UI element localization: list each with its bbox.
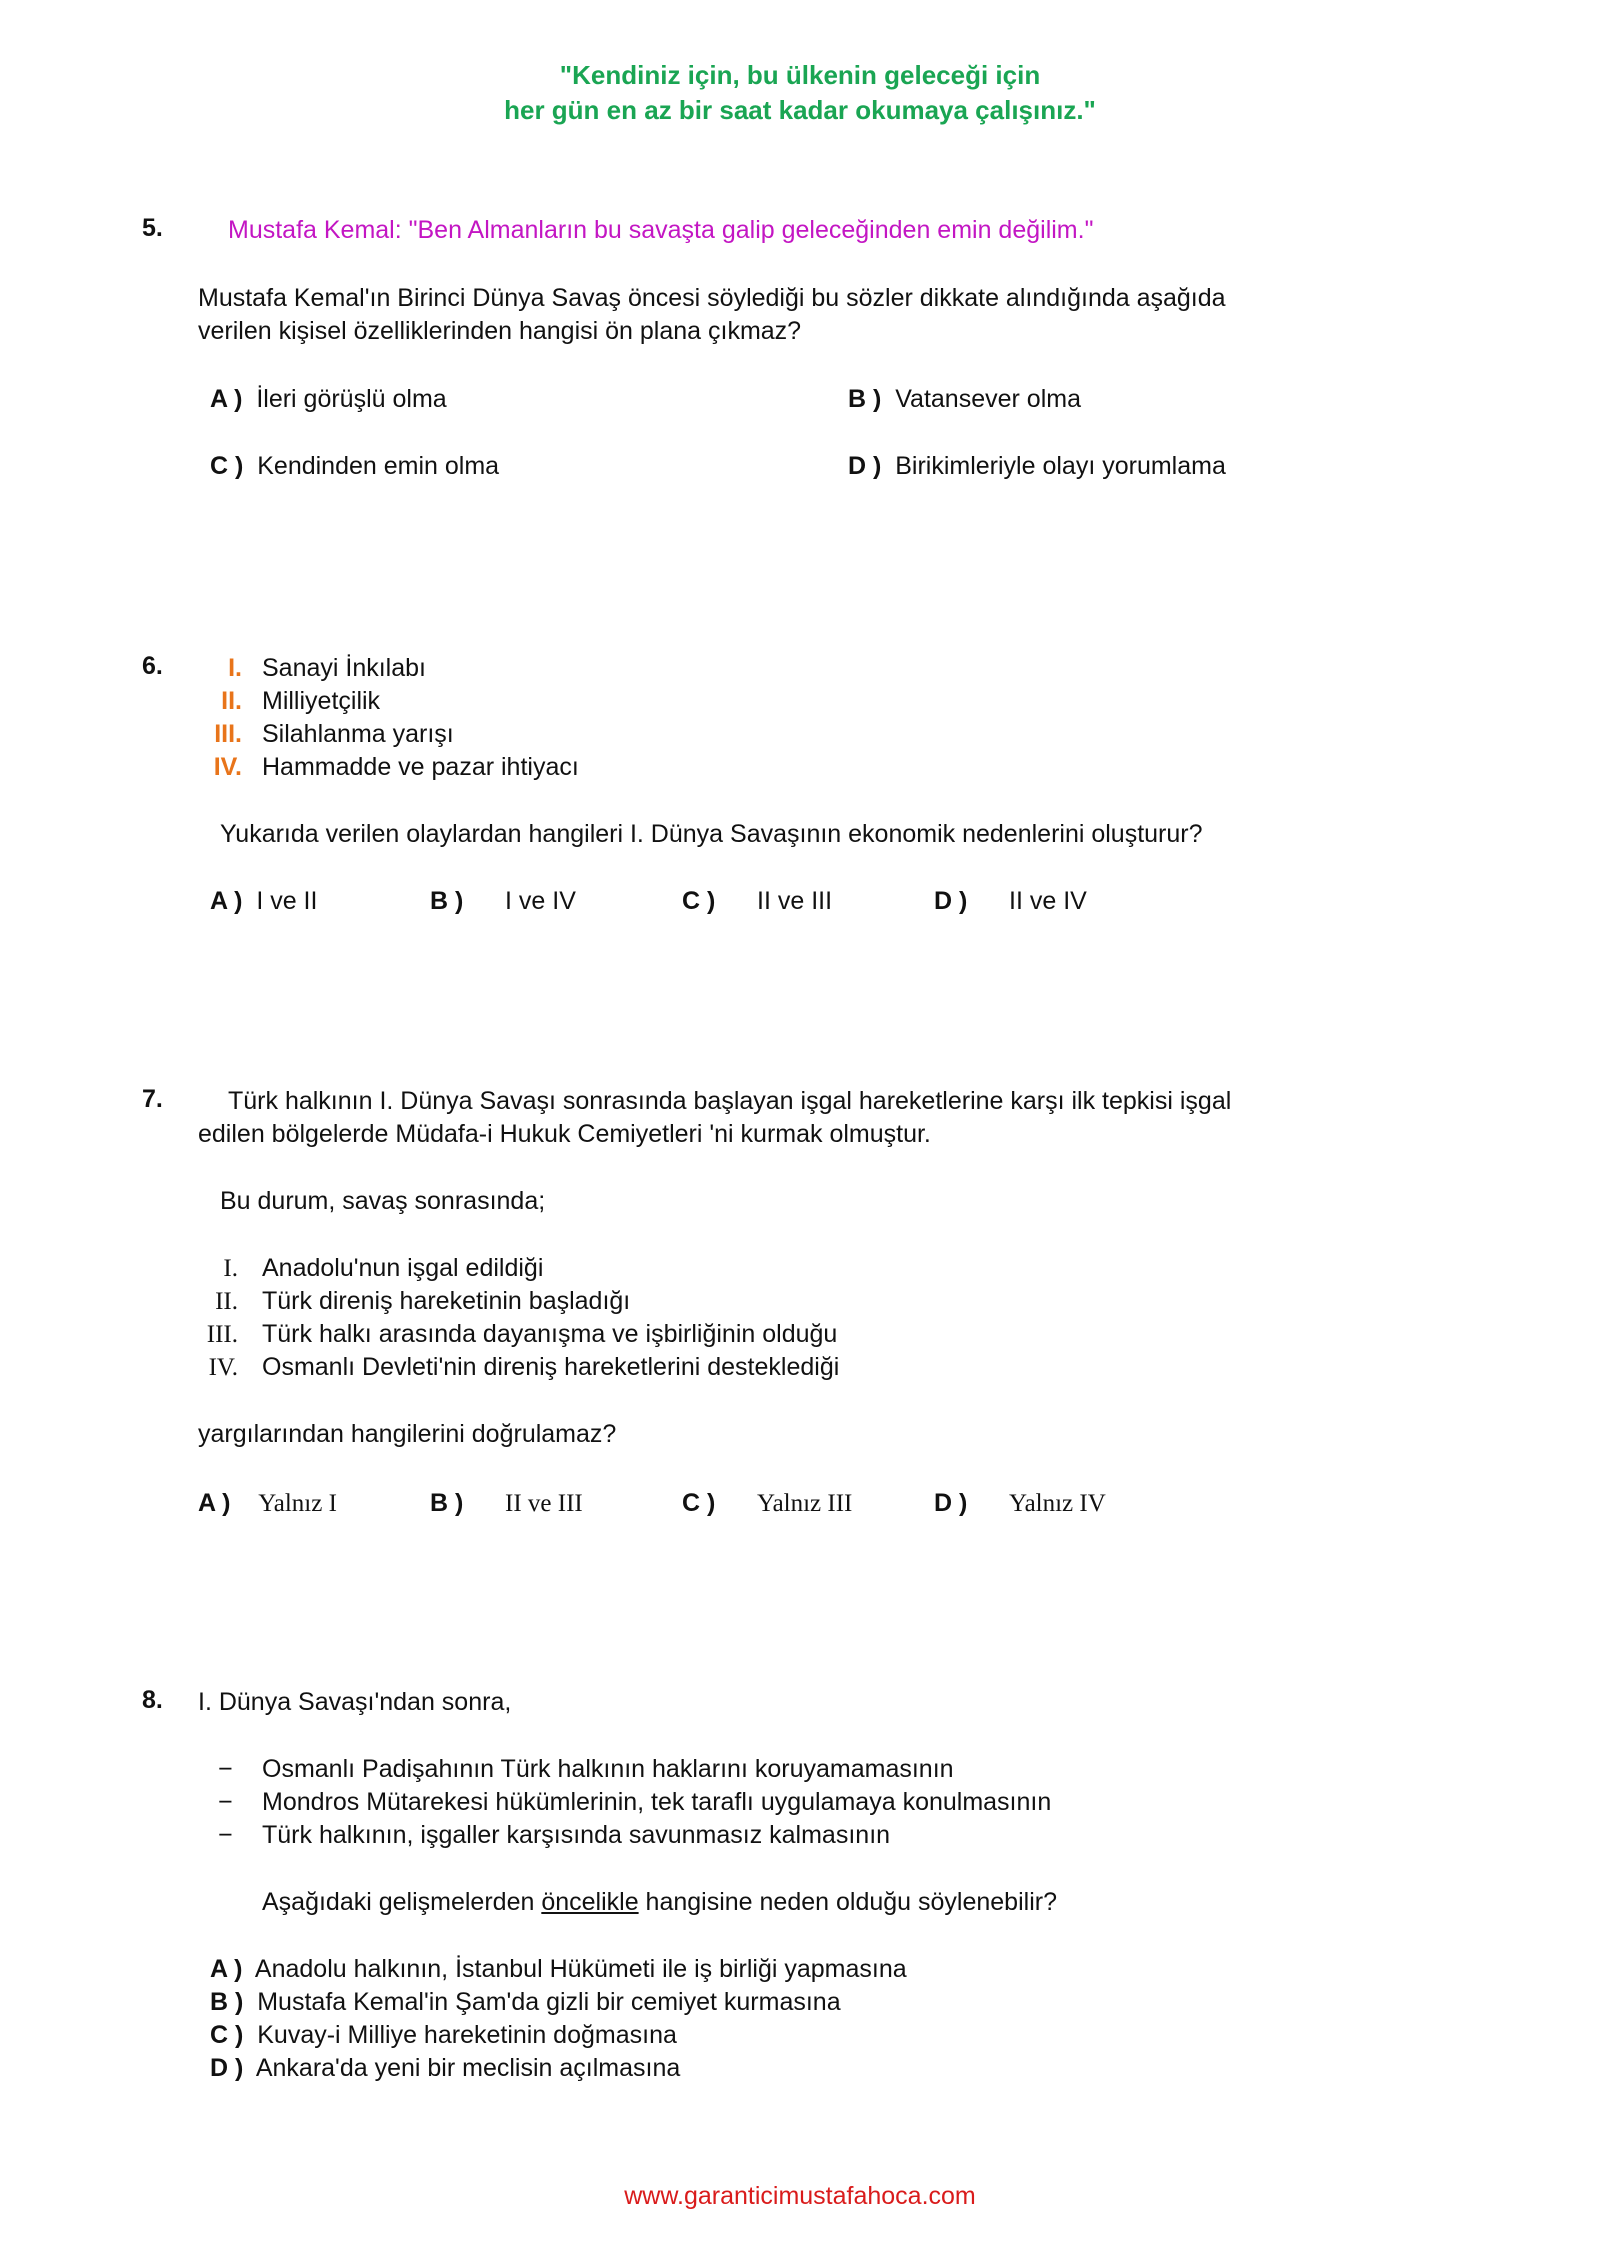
option-label: B ): [430, 1489, 464, 1517]
option-label: C ): [210, 2021, 244, 2049]
roman-numeral: II.: [221, 687, 242, 715]
intro-line-2: edilen bölgelerde Müdafa-i Hukuk Cemiyetleri 'ni kurmak olmuştur.: [198, 1120, 931, 1148]
question-number: 8.: [142, 1686, 163, 1714]
statement-text: Türk halkı arasında dayanışma ve işbirliğinin olduğu: [262, 1320, 838, 1348]
quote-text: Mustafa Kemal: "Ben Almanların bu savaşta galip geleceğinden emin değilim.": [228, 216, 1094, 244]
bullet-text: Osmanlı Padişahının Türk halkının haklarını koruyamamasının: [262, 1755, 954, 1783]
intro-line-1: Türk halkının I. Dünya Savaşı sonrasında başlayan işgal hareketlerine karşı ilk tepkisi işgal: [228, 1087, 1232, 1115]
option-text: Mustafa Kemal'in Şam'da gizli bir cemiyet kurmasına: [257, 1988, 841, 2016]
question-number: 5.: [142, 214, 163, 242]
option-d[interactable]: [848, 450, 1226, 483]
footer-website-link[interactable]: www.garanticimustafahoca.com: [624, 2182, 976, 2210]
option-text: İleri görüşlü olma: [256, 385, 447, 413]
option-text: Birikimleriyle olayı yorumlama: [895, 452, 1226, 480]
option-text: Yalnız III: [757, 1490, 853, 1517]
option-b[interactable]: [210, 1986, 841, 2019]
option-text: Ankara'da yeni bir meclisin açılmasına: [255, 2054, 681, 2082]
motto-line-2: her gün en az bir saat kadar okumaya çalışınız.": [504, 95, 1096, 125]
option-text: I ve IV: [505, 887, 576, 915]
option-b[interactable]: [430, 1487, 583, 1520]
option-label: B ): [430, 887, 464, 915]
option-a[interactable]: [210, 1953, 907, 1986]
option-label: D ): [848, 452, 882, 480]
option-label: A ): [210, 385, 243, 413]
option-a[interactable]: [198, 1487, 337, 1520]
question-stem-line-1: Mustafa Kemal'ın Birinci Dünya Savaş öncesi söylediği bu sözler dikkate alındığında aşağıda: [198, 284, 1226, 312]
statement-text: Sanayi İnkılabı: [262, 654, 426, 682]
roman-numeral: I.: [223, 1255, 238, 1282]
intro-text: I. Dünya Savaşı'ndan sonra,: [198, 1688, 512, 1716]
roman-numeral: IV.: [213, 753, 242, 781]
option-text: I ve II: [256, 887, 318, 915]
option-c[interactable]: [210, 450, 499, 483]
option-b[interactable]: [848, 383, 1081, 416]
option-a[interactable]: [210, 885, 317, 918]
dash-bullet-icon: −: [218, 1788, 233, 1816]
bullet-text: Türk halkının, işgaller karşısında savunmasız kalmasının: [262, 1821, 891, 1849]
lead-text: Bu durum, savaş sonrasında;: [220, 1187, 546, 1215]
roman-numeral: II.: [215, 1288, 238, 1315]
option-text: II ve IV: [1009, 887, 1087, 915]
option-label: D ): [934, 1489, 968, 1517]
question-stem: yargılarından hangilerini doğrulamaz?: [198, 1420, 617, 1448]
question-number: 7.: [142, 1085, 163, 1113]
stem-emphasis: öncelikle: [541, 1888, 639, 1916]
option-label: B ): [210, 1988, 244, 2016]
option-text: Yalnız IV: [1009, 1490, 1106, 1517]
option-text: Kuvay-i Milliye hareketinin doğmasına: [257, 2021, 677, 2049]
option-text: Yalnız I: [258, 1490, 337, 1517]
statement-text: Silahlanma yarışı: [262, 720, 454, 748]
option-d[interactable]: [934, 885, 1087, 918]
roman-numeral: IV.: [208, 1354, 238, 1381]
option-label: B ): [848, 385, 882, 413]
option-label: A ): [210, 887, 243, 915]
option-label: A ): [198, 1489, 231, 1517]
question-number: 6.: [142, 652, 163, 680]
dash-bullet-icon: −: [218, 1755, 233, 1783]
bullet-text: Mondros Mütarekesi hükümlerinin, tek taraflı uygulamaya konulmasının: [262, 1788, 1052, 1816]
option-c[interactable]: [682, 885, 832, 918]
option-label: C ): [210, 452, 244, 480]
option-d[interactable]: [934, 1487, 1106, 1520]
option-text: II ve III: [757, 887, 833, 915]
motto-line-1: "Kendiniz için, bu ülkenin geleceği için: [559, 60, 1041, 90]
option-text: Anadolu halkının, İstanbul Hükümeti ile iş birliği yapmasına: [254, 1955, 907, 1983]
option-label: A ): [210, 1955, 243, 1983]
option-text: Kendinden emin olma: [257, 452, 500, 480]
option-b[interactable]: [430, 885, 576, 918]
roman-numeral: III.: [214, 720, 242, 748]
question-stem: [262, 1886, 1057, 1919]
dash-bullet-icon: −: [218, 1821, 233, 1849]
statement-text: Anadolu'nun işgal edildiği: [262, 1254, 544, 1282]
statement-text: Hammadde ve pazar ihtiyacı: [262, 753, 579, 781]
stem-before: Aşağıdaki gelişmelerden: [262, 1888, 542, 1916]
question-stem-line-2: verilen kişisel özelliklerinden hangisi ön plana çıkmaz?: [198, 317, 802, 345]
question-stem: Yukarıda verilen olaylardan hangileri I. Dünya Savaşının ekonomik nedenlerini oluşturur?: [220, 820, 1203, 848]
roman-numeral: I.: [228, 654, 242, 682]
option-text: II ve III: [505, 1490, 583, 1517]
option-text: Vatansever olma: [895, 385, 1081, 413]
option-c[interactable]: [682, 1487, 852, 1520]
option-label: D ): [934, 887, 968, 915]
option-label: C ): [682, 887, 716, 915]
option-c[interactable]: [210, 2019, 677, 2052]
option-a[interactable]: [210, 383, 447, 416]
statement-text: Osmanlı Devleti'nin direniş hareketlerini desteklediği: [262, 1353, 840, 1381]
statement-text: Türk direniş hareketinin başladığı: [262, 1287, 631, 1315]
statement-text: Milliyetçilik: [262, 687, 381, 715]
option-label: D ): [210, 2054, 244, 2082]
stem-after: hangisine neden olduğu söylenebilir?: [638, 1888, 1057, 1916]
option-d[interactable]: [210, 2052, 680, 2085]
option-label: C ): [682, 1489, 716, 1517]
roman-numeral: III.: [206, 1321, 238, 1348]
